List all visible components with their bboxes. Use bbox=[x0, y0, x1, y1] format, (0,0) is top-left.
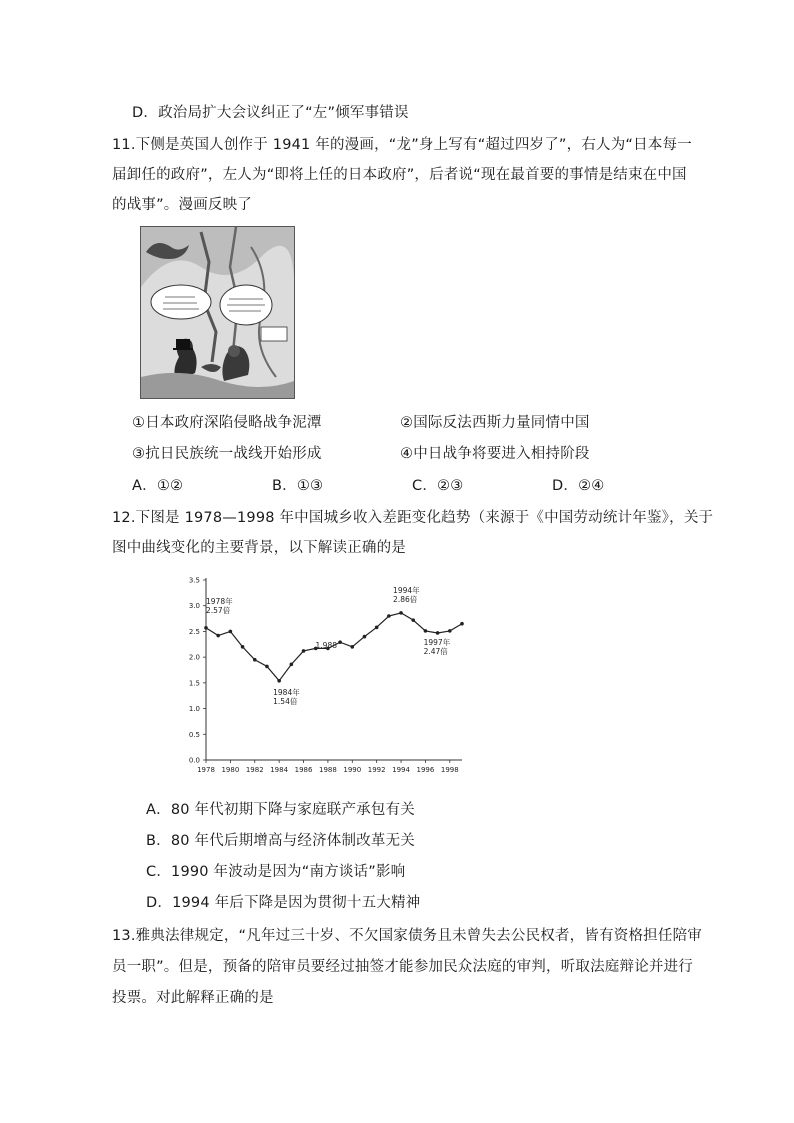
q11-option-c: C．②③ bbox=[412, 478, 464, 494]
data-annotation: 1997年 bbox=[423, 637, 451, 647]
data-point bbox=[265, 665, 269, 669]
q11-option-a: A．①② bbox=[132, 478, 184, 494]
x-tick-label: 1990 bbox=[343, 766, 362, 774]
y-tick-label: 2.0 bbox=[188, 653, 200, 662]
x-tick-label: 1994 bbox=[392, 766, 410, 774]
q12-option-c: C．1990 年波动是因为“南方谈话”影响 bbox=[146, 864, 406, 880]
q11-statement-2: ②国际反法西斯力量同情中国 bbox=[400, 415, 590, 431]
x-tick-label: 1982 bbox=[245, 766, 264, 774]
q11-option-b: B．①③ bbox=[272, 478, 324, 494]
x-tick-label: 1978 bbox=[197, 766, 215, 774]
data-point bbox=[338, 640, 342, 644]
data-annotation: 2.86倍 bbox=[393, 594, 418, 604]
q12-option-d: D．1994 年后下降是因为贯彻十五大精神 bbox=[146, 895, 421, 911]
data-point bbox=[424, 629, 428, 633]
q13-stem-line-1: 13.雅典法律规定，“凡年过三十岁、不欠国家债务且未曾失去公民权者，皆有资格担任陪审 bbox=[112, 928, 702, 944]
data-point bbox=[375, 626, 379, 630]
data-point bbox=[302, 649, 306, 653]
data-point bbox=[460, 622, 464, 626]
y-tick-label: 1.5 bbox=[188, 679, 200, 688]
data-point bbox=[241, 645, 245, 649]
data-annotation: 1978年 bbox=[206, 596, 233, 606]
data-point bbox=[204, 626, 208, 630]
q12-stem-line-1: 12.下图是 1978—1998 年中国城乡收入差距变化趋势（来源于《中国劳动统计年鉴》，关于 bbox=[112, 510, 714, 526]
q11-stem-line-3: 的战事”。漫画反映了 bbox=[112, 197, 253, 213]
data-annotation: 1.54倍 bbox=[273, 696, 298, 706]
y-tick-label: 0.0 bbox=[188, 756, 200, 765]
cartoon-image bbox=[140, 226, 295, 399]
q12-option-b: B．80 年代后期增高与经济体制改革无关 bbox=[146, 833, 416, 849]
income-gap-chart bbox=[170, 570, 470, 782]
x-tick-label: 1980 bbox=[221, 766, 240, 774]
cartoon-illustration bbox=[141, 227, 294, 398]
x-tick-label: 1986 bbox=[294, 766, 313, 774]
y-tick-label: 3.5 bbox=[188, 576, 200, 585]
data-point bbox=[448, 629, 452, 633]
q13-stem-line-3: 投票。对此解释正确的是 bbox=[112, 990, 274, 1006]
q11-statement-1: ①日本政府深陷侵略战争泥潭 bbox=[132, 415, 322, 431]
y-tick-label: 1.0 bbox=[188, 705, 200, 714]
q11-option-d: D．②④ bbox=[552, 478, 605, 494]
x-tick-label: 1992 bbox=[367, 766, 386, 774]
data-point bbox=[229, 630, 233, 634]
q13-stem-line-2: 员一职”。但是，预备的陪审员要经过抽签才能参加民众法庭的审判，听取法庭辩论并进行 bbox=[112, 959, 694, 975]
q11-statement-3: ③抗日民族统一战线开始形成 bbox=[132, 446, 322, 462]
x-tick-label: 1988 bbox=[318, 766, 337, 774]
data-annotation: 2.57倍 bbox=[206, 605, 231, 615]
data-point bbox=[411, 618, 415, 622]
q11-stem-line-1: 11.下侧是英国人创作于 1941 年的漫画，“龙”身上写有“超过四岁了”，右人为“日本每一 bbox=[112, 137, 692, 153]
y-tick-label: 2.5 bbox=[188, 627, 200, 636]
data-point bbox=[387, 614, 391, 618]
x-tick-label: 1984 bbox=[270, 766, 289, 774]
income-gap-chart-svg bbox=[170, 570, 470, 782]
data-point bbox=[363, 635, 367, 639]
q10-option-d: D．政治局扩大会议纠正了“左”倾军事错误 bbox=[132, 105, 409, 121]
data-point bbox=[216, 634, 220, 638]
data-point bbox=[253, 658, 257, 662]
data-point bbox=[399, 611, 403, 615]
data-point bbox=[350, 645, 354, 649]
data-annotation: 1984年 bbox=[273, 687, 300, 697]
partial-annotation: 1.988 bbox=[315, 640, 338, 650]
x-tick-label: 1998 bbox=[440, 766, 459, 774]
y-tick-label: 3.0 bbox=[188, 602, 200, 611]
x-tick-label: 1996 bbox=[416, 766, 435, 774]
data-point bbox=[436, 631, 440, 635]
q12-option-a: A．80 年代初期下降与家庭联产承包有关 bbox=[146, 802, 415, 818]
data-point bbox=[290, 663, 294, 667]
data-annotation: 1994年 bbox=[393, 585, 420, 595]
y-tick-label: 0.5 bbox=[188, 730, 200, 739]
data-point bbox=[277, 679, 281, 683]
q11-stem-line-2: 届卸任的政府”，左人为“即将上任的日本政府”，后者说“现在最首要的事情是结束在中国 bbox=[112, 167, 687, 183]
data-annotation: 2.47倍 bbox=[423, 646, 448, 656]
q12-stem-line-2: 图中曲线变化的主要背景，以下解读正确的是 bbox=[112, 540, 406, 556]
q11-statement-4: ④中日战争将要进入相持阶段 bbox=[400, 446, 590, 462]
